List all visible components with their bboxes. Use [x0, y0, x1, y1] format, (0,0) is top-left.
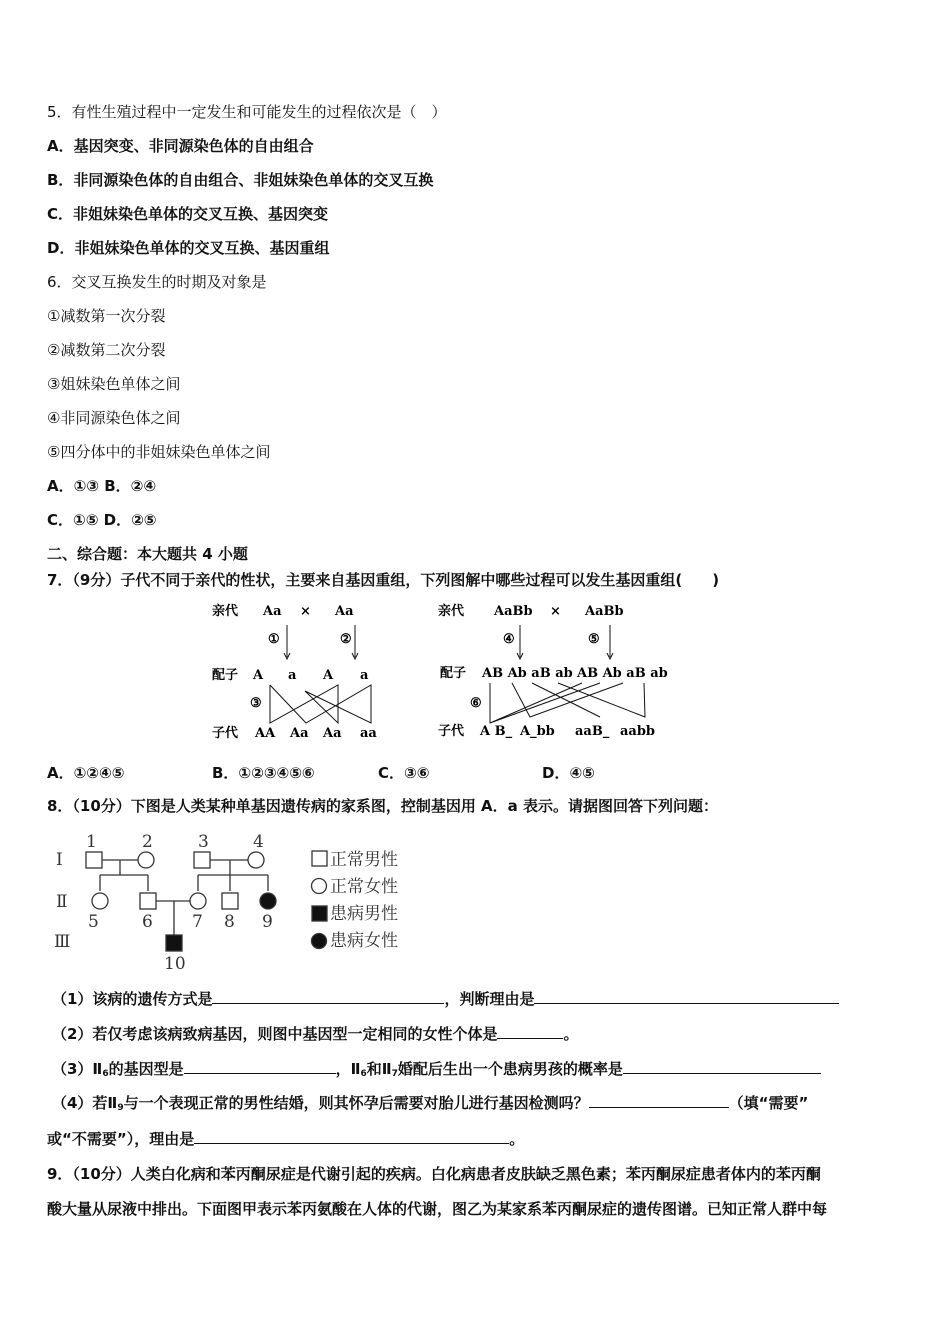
recombination-diagram [200, 595, 670, 745]
q6-item: ④非同源染色体之间 [47, 409, 181, 427]
generation-label: Ⅰ [56, 850, 63, 870]
gamete: AB Ab aB ab [577, 666, 668, 681]
legend-affected-female: 患病女性 [330, 931, 398, 951]
gamete: A [253, 668, 264, 683]
q6-options-cd: C．①⑤ D．②⑤ [47, 511, 157, 529]
q5-option-b: B．非同源染色体的自由组合、非姐妹染色单体的交叉互换 [47, 171, 434, 189]
offspring: A B_ [480, 724, 513, 739]
offspring: Aa [323, 726, 342, 741]
q7-option-b: B．①②③④⑤⑥ [212, 764, 315, 782]
parent: AaBb [494, 604, 533, 619]
individual-number: 2 [142, 832, 153, 852]
step: ⑤ [588, 632, 600, 647]
label: 子代 [212, 726, 239, 741]
q5-option-a: A．基因突变、非同源染色体的自由组合 [47, 137, 314, 155]
label: 亲代 [212, 604, 239, 619]
cross: × [300, 604, 311, 619]
answer-blank[interactable] [534, 989, 839, 1004]
individual-1 [86, 852, 102, 868]
step: ② [340, 632, 352, 647]
individual-2 [138, 852, 154, 868]
answer-blank[interactable] [497, 1024, 563, 1039]
cross: × [550, 604, 561, 619]
gamete: a [360, 668, 369, 683]
individual-number: 9 [262, 912, 273, 932]
parent: AaBb [585, 604, 624, 619]
q5-stem: 5．有性生殖过程中一定发生和可能发生的过程依次是（ ） [47, 103, 447, 121]
gamete: a [288, 668, 297, 683]
legend-affected-male: 患病男性 [330, 904, 398, 924]
answer-blank[interactable] [212, 989, 444, 1004]
q9-line1: 9．（10分）人类白化病和苯丙酮尿症是代谢引起的疾病。白化病患者皮肤缺乏黑色素；苯丙酮尿症患者体内的苯丙酮 [47, 1165, 821, 1183]
step: ⑥ [470, 696, 482, 711]
q8-sub3: $(3)Ⅱ_6$的基因型是 ，$Ⅱ_6$和$Ⅱ_7$婚配后生出一个患病男孩的概率是 [52, 1059, 821, 1084]
answer-blank[interactable] [184, 1059, 336, 1074]
q9-line2: 酸大量从尿液中排出。下面图甲表示苯丙氨酸在人体的代谢，图乙为某家系苯丙酮尿症的遗传图谱。已知正常人群中每 [47, 1200, 828, 1218]
offspring: aa [360, 726, 377, 741]
parent: Aa [263, 604, 282, 619]
individual-number: 4 [253, 832, 264, 852]
generation-label: Ⅲ [54, 932, 71, 952]
individual-10 [166, 935, 182, 951]
legend-square-icon [312, 851, 327, 866]
q5-option-c: C．非姐妹染色单体的交叉互换、基因突变 [47, 205, 329, 223]
label: 子代 [438, 724, 465, 739]
individual-number: 8 [224, 912, 235, 932]
q7-option-c: C．③⑥ [378, 764, 430, 782]
generation-label: Ⅱ [56, 892, 68, 912]
individual-3 [194, 852, 210, 868]
individual-number: 6 [142, 912, 153, 932]
q6-stem: 6．交叉互换发生的时期及对象是 [47, 273, 267, 291]
gamete: A [323, 668, 334, 683]
q8-sub1: （1）该病的遗传方式是 ，判断理由是 [52, 989, 839, 1009]
answer-blank[interactable] [194, 1129, 509, 1144]
pedigree-chart [40, 825, 430, 975]
gamete: AB Ab aB ab [482, 666, 573, 681]
individual-7 [190, 893, 206, 909]
q6-item: ②减数第二次分裂 [47, 341, 166, 359]
section-heading: 二、综合题：本大题共 4 小题 [47, 545, 248, 563]
answer-blank[interactable] [623, 1059, 821, 1074]
q6-item: ①减数第一次分裂 [47, 307, 166, 325]
q5-option-d: D．非姐妹染色单体的交叉互换、基因重组 [47, 239, 330, 257]
q7-option-d: D．④⑤ [542, 764, 595, 782]
individual-4 [248, 852, 264, 868]
individual-8 [222, 893, 238, 909]
q6-options-ab: A．①③ B．②④ [47, 477, 157, 495]
individual-9 [260, 893, 276, 909]
offspring: aabb [620, 724, 656, 739]
individual-5 [92, 893, 108, 909]
step: ① [268, 632, 280, 647]
q8-stem: 8．（10分）下图是人类某种单基因遗传病的家系图，控制基因用 A．a 表示。请据图回答下列问题： [47, 797, 718, 815]
parent: Aa [335, 604, 354, 619]
step: ④ [503, 632, 515, 647]
label: 配子 [212, 668, 239, 683]
individual-number: 1 [86, 832, 97, 852]
individual-number: 3 [198, 832, 209, 852]
individual-6 [140, 893, 156, 909]
individual-number: 5 [88, 912, 99, 932]
label: 配子 [440, 666, 467, 681]
offspring: Aa [290, 726, 309, 741]
label: 亲代 [438, 604, 465, 619]
q8-sub2: （2）若仅考虑该病致病基因，则图中基因型一定相同的女性个体是 。 [52, 1025, 579, 1043]
q8-sub4-cont: 或“不需要”），理由是 。 [47, 1130, 525, 1148]
offspring: aaB_ [575, 724, 610, 739]
q6-item: ③姐妹染色单体之间 [47, 375, 181, 393]
q6-item: ⑤四分体中的非姐妹染色单体之间 [47, 443, 271, 461]
individual-number: 10 [164, 954, 186, 974]
legend-filled-circle-icon [312, 934, 327, 949]
q7-stem: 7．（9分）子代不同于亲代的性状，主要来自基因重组，下列图解中哪些过程可以发生基因重组( ) [47, 571, 720, 589]
individual-number: 7 [192, 912, 203, 932]
offspring: AA [255, 726, 276, 741]
legend-normal-male: 正常男性 [330, 850, 398, 870]
q8-sub4: （4）若$Ⅱ_9$与一个表现正常的男性结婚，则其怀孕后需要对胎儿进行基因检测吗？ （填“需要” [52, 1094, 809, 1113]
legend-normal-female: 正常女性 [330, 877, 398, 897]
legend-circle-icon [312, 879, 327, 894]
legend-filled-square-icon [312, 906, 327, 921]
answer-blank[interactable] [589, 1093, 729, 1108]
q7-option-a: A．①②④⑤ [47, 764, 125, 782]
step: ③ [250, 696, 262, 711]
offspring: A_bb [520, 724, 555, 739]
